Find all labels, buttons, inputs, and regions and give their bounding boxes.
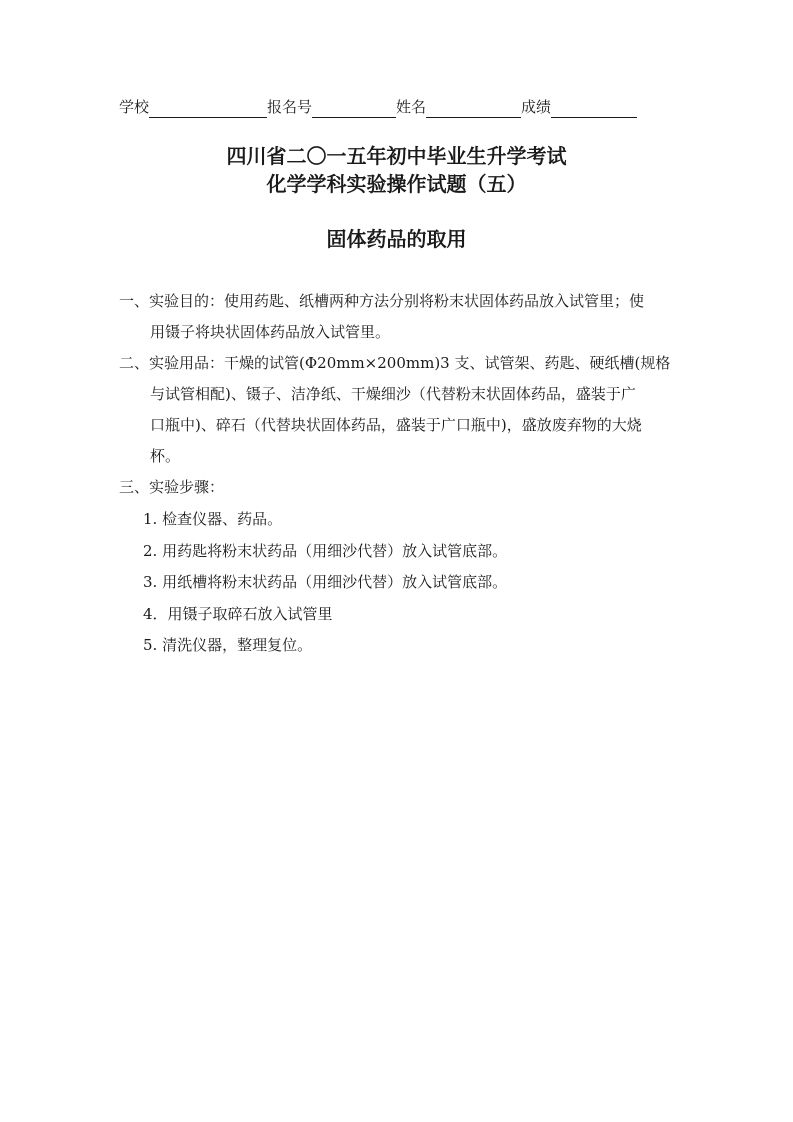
steps-list (143, 504, 507, 662)
materials-line-4: 杯。 (150, 447, 181, 465)
name-label: 姓名 (396, 98, 427, 116)
school-blank (149, 100, 267, 118)
candidate-info-line (119, 96, 637, 118)
step-item: 5. 清洗仪器，整理复位。 (143, 636, 313, 654)
purpose-line-1: 一、实验目的：使用药匙、纸槽两种方法分别将粉末状固体药品放入试管里；使 (119, 292, 645, 310)
name-blank (426, 100, 521, 118)
regno-blank (312, 100, 396, 118)
regno-label: 报名号 (267, 98, 313, 116)
materials-line-3: 口瓶中)、碎石（代替块状固体药品，盛装于广口瓶中)，盛放废弃物的大烧 (150, 416, 642, 434)
exam-subtitle: 化学学科实验操作试题（五） (266, 172, 527, 196)
exam-title: 四川省二〇一五年初中毕业生升学考试 (226, 144, 567, 168)
steps-section (119, 472, 679, 503)
score-label: 成绩 (521, 98, 552, 116)
step-item: 3. 用纸槽将粉末状药品（用细沙代替）放入试管底部。 (143, 573, 508, 591)
step-item: 1. 检查仪器、药品。 (143, 510, 283, 528)
purpose-section (119, 286, 679, 348)
experiment-title: 固体药品的取用 (326, 227, 467, 251)
score-blank (551, 100, 637, 118)
materials-line-1: 二、实验用品：干燥的试管(Φ20mm×200mm)3 支、试管架、药匙、硬纸槽(规格 (119, 354, 671, 372)
step-item: 4．用镊子取碎石放入试管里 (143, 604, 333, 623)
materials-section (119, 348, 679, 472)
materials-line-2: 与试管相配)、镊子、洁净纸、干燥细沙（代替粉末状固体药品，盛装于广 (150, 385, 636, 403)
step-item: 2. 用药匙将粉末状药品（用细沙代替）放入试管底部。 (143, 541, 508, 560)
steps-heading: 三、实验步骤： (119, 478, 225, 496)
purpose-line-2: 用镊子将块状固体药品放入试管里。 (150, 323, 391, 341)
school-label: 学校 (119, 98, 150, 116)
